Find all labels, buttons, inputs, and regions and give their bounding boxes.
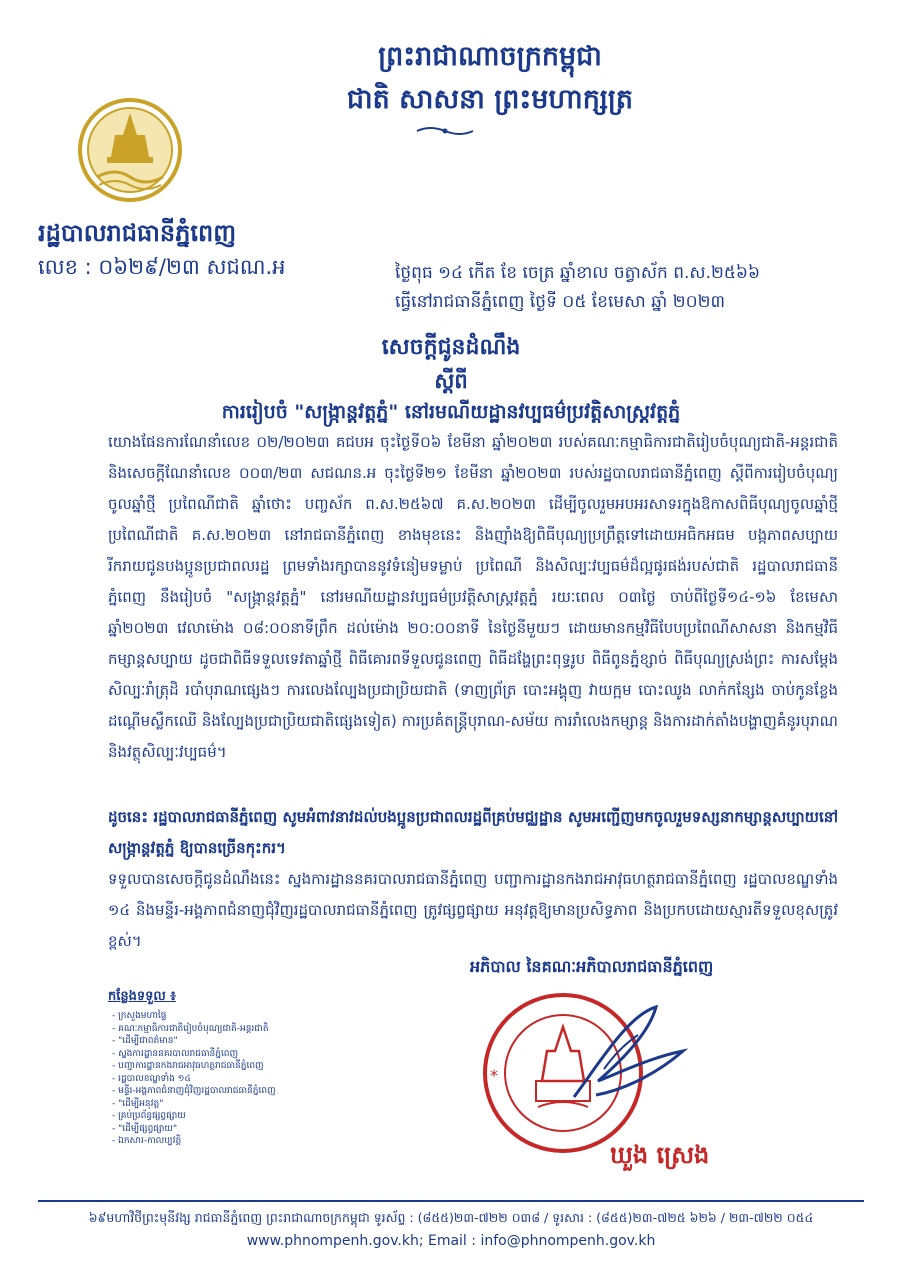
recipient-item: - បញ្ជាការដ្ឋានកងរាជអាវុធហត្ថរាជធានីភ្នំពេញ [112,1060,352,1073]
ornament-divider [415,123,475,139]
municipal-emblem-logo [75,95,185,205]
body-paragraph-2: ដូចនេះ រដ្ឋបាលរាជធានីភ្នំពេញ សូមអំពាវនាវដល់បងប្អូនប្រជាពលរដ្ឋពីគ្រប់មជ្ឈដ្ឋាន សូមអញ្ជើញមកចូលរួមទស្សនាកម្សាន្តសប្បាយនៅសង្ក្រាន្តវត្តភ្នំ ឱ្យបានច្រើនកុះករ។ [108,808,838,857]
recipient-item: - គណៈកម្មាធិការជាតិរៀបចំបុណ្យជាតិ-អន្តរជាតិ [112,1023,352,1036]
recipient-item: - គ្រប់ប្រព័ន្ធផ្សព្វផ្សាយ [112,1110,352,1123]
document-about: ស្តីពី [434,369,468,393]
svg-text:*: * [490,1066,498,1085]
footer-divider [38,1200,864,1202]
recipient-item: - មន្ទីរ-អង្គភាពជំនាញជុំវិញរដ្ឋបាលរាជធានីភ្នំពេញ [112,1085,352,1098]
recipient-item: - "ដើម្បីជាពត៌មាន" [112,1035,352,1048]
signatory-name: ឃួង ស្រេង [610,1141,710,1169]
document-title: សេចក្តីជូនដំណឹង [381,335,521,360]
solar-date: ធ្វើនៅរាជធានីភ្នំពេញ ថ្ងៃទី ០៥ ខែមេសា ឆ្នាំ ២០២៣ [395,292,725,312]
footer-contact: www.phnompenh.gov.kh; Email : info@phnompenh.gov.kh [246,1233,656,1249]
document-subject: ការរៀបចំ "សង្ក្រាន្តវត្តភ្នំ" នៅរមណីយដ្ឋានវប្បធម៌ប្រវត្តិសាស្រ្តវត្តភ្នំ [221,401,681,423]
footer-address: ៦៩មហាវិថីព្រះមុនីវង្ស រាជធានីភ្នំពេញ ព្រះរាជាណាចក្រកម្ពុជា ទូរស័ព្ទ : (៨៥៥)២៣-៧២២ ០៣៨ / ទូរសារ : (៨៥៥)២៣-៧២៥ ៦២៦ / ២៣-៧២២ ០៥៤ [88,1210,814,1225]
recipient-item: - រដ្ឋបាលខណ្ឌទាំង ១៤ [112,1073,352,1086]
official-seal-stamp [478,985,708,1160]
recipients-title: កន្លែងទទួល ៖ [108,989,177,1004]
body-paragraph-1: យោងផែនការណែនាំលេខ ០២/២០២៣ គជបអ ចុះថ្ងៃទី០៦ ខែមីនា ឆ្នាំ២០២៣ របស់គណៈកម្មាធិការជាតិរៀបចំបុណ្យជាតិ-អន្តរជាតិ និងសេចក្តីណែនាំលេខ ០០៣/២៣ សជណន.អ ចុះថ្ងៃទី២១ ខែមីនា ឆ្នាំ២០២៣ របស់រដ្ឋបាលរាជធានីភ្នំពេញ ស្តីពីការរៀបចំបុណ្យចូលឆ្នាំថ្មី ប្រពៃណីជាតិ ឆ្នាំថោះ បញ្ចស័ក ព.ស.២៥៦៧ គ.ស.២០២៣ ដើម្បីចូលរួមអបអរសាទរក្នុងឱកាសពិធីបុណ្យចូលឆ្នាំថ្មី ប្រពៃណីជាតិ គ.ស.២០២៣ នៅរាជធានីភ្នំពេញ ខាងមុខនេះ និងញ៉ាំងឱ្យពិធីបុណ្យប្រព្រឹត្តទៅដោយអធិកអធម បង្កភាពសប្បាយរីករាយជូនបងប្អូនប្រជាពលរដ្ឋ ព្រមទាំងរក្សាបាននូវទំនៀមទម្លាប់ ប្រពៃណី និងសិល្បៈវប្បធម៌ដ៏ល្អផូរផង់របស់ជាតិ រដ្ឋបាលរាជធានីភ្នំពេញ នឹងរៀបចំ "សង្ក្រាន្តវត្តភ្នំ" នៅរមណីយដ្ឋានវប្បធម៌ប្រវត្តិសាស្រ្តវត្តភ្នំ រយៈពេល ០៣ថ្ងៃ ចាប់ពីថ្ងៃទី១៤-១៦ ខែមេសា ឆ្នាំ២០២៣ វេលាម៉ោង ០៨:០០នាទីព្រឹក ដល់ម៉ោង ២០:០០នាទី នៃថ្ងៃនីមួយៗ ដោយមានកម្មវិធីបែបប្រពៃណីសាសនា និងកម្មវិធីកម្សាន្តសប្បាយ ដូចជាពិធីទទួលទេវតាឆ្នាំថ្មី ពិធីគោរពទីទួលជូនពេញ ពិធីដង្ហែព្រះពុទ្ធរូប ពិធីពូនភ្នំខ្សាច់ ពិធីបុណ្យស្រង់ព្រះ ការសម្តែងសិល្បៈរាំត្រុដិ របាំបុរាណផ្សេងៗ ការលេងល្បែងប្រជាប្រិយជាតិ (ទាញព្រ័ត្រ បោះអង្គុញ វាយក្អម បោះឈូង លាក់កន្សែង ចាប់កូនខ្លែង ដណ្តើមស្លឹកឈើ និងល្បែងប្រជាប្រិយជាតិផ្សេងទៀត) ការប្រគំតន្ត្រីបុរាណ-សម័យ ការរាំលេងកម្សាន្ត និងការដាក់តាំងបង្ហាញគំនូរបុរាណ និងវត្ថុសិល្បៈវប្បធម៌។ [108,433,838,761]
kingdom-heading: ព្រះរាជាណាចក្រកម្ពុជា [378,41,602,72]
recipient-item: - "ដើម្បីផ្សព្វផ្សាយ" [112,1123,352,1136]
recipient-item: - "ដើម្បីអនុវត្ត" [112,1098,352,1111]
national-motto: ជាតិ សាសនា ព្រះមហាក្សត្រ [346,84,634,115]
issuing-authority: រដ្ឋបាលរាជធានីភ្នំពេញ [38,219,237,247]
body-paragraph-3: ទទួលបានសេចក្តីជូនដំណឹងនេះ ស្នងការដ្ឋាននគរបាលរាជធានីភ្នំពេញ បញ្ជាការដ្ឋានកងរាជអាវុធហត្ថរាជធានីភ្នំពេញ រដ្ឋបាលខណ្ឌទាំង ១៤ និងមន្ទីរ-អង្គភាពជំនាញជុំវិញរដ្ឋបាលរាជធានីភ្នំពេញ ត្រូវផ្សព្វផ្សាយ អនុវត្តឱ្យមានប្រសិទ្ធភាព និងប្រកបដោយស្មារតីទទួលខុសត្រូវខ្ពស់។ [108,870,838,950]
recipient-item: - ស្នងការដ្ឋាននគរបាលរាជធានីភ្នំពេញ [112,1048,352,1061]
lunar-date: ថ្ងៃពុធ ១៤ កើត ខែ ចេត្រ ឆ្នាំខាល ចត្វាស័ក ព.ស.២៥៦៦ [395,263,760,283]
signatory-role: អភិបាល នៃគណៈអភិបាលរាជធានីភ្នំពេញ [470,957,714,976]
recipients-list [112,1010,352,1148]
reference-number: លេខ : ០៦២៩/២៣ សជណ.អ [38,255,286,279]
recipient-item: - ឯកសារ-កាលប្បវត្តិ [112,1135,352,1148]
recipient-item: - ក្រសួងមហាផ្ទៃ [112,1010,352,1023]
